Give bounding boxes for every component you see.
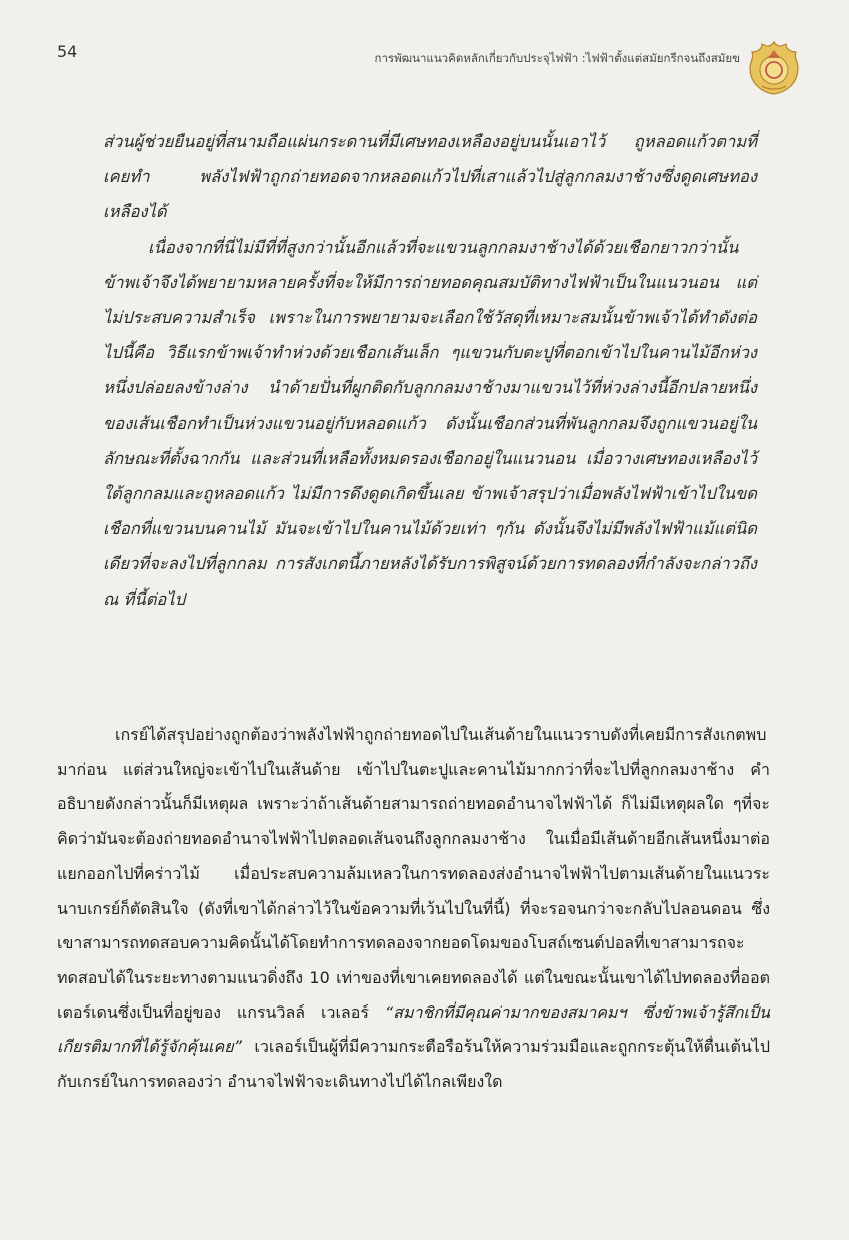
body-text: เวเลอร์เป็นผู้ที่มีความกระตือรือร้นให้ความร่วมมือและถูกกระตุ้นให้ตื่นเต้นไปกับเกรย์ในการทดลองว่า อำนาจไฟฟ้าจะเดินทางไปได้ไกลเพียงใด xyxy=(57,1037,770,1092)
body-text: เกรย์ได้สรุปอย่างถูกต้องว่าพลังไฟฟ้าถูกถ่ายทอดไปในเส้นด้ายในแนวราบดังที่เคยมีการสังเกตพบมาก่อน แต่ส่วนใหญ่จะเข้าไปในเส้นด้าย เข้าไปในตะปูและคานไม้มากกว่าที่จะไปที่ลูกกลมงาช้าง คำอธิบายดังกล่าวนั้นก็มีเหตุผล เพราะว่าถ้าเส้นด้ายสามารถถ่ายทอดอำนาจไฟฟ้าได้ ก็ไม่มีเหตุผลใด ๆที่จะคิดว่ามันจะต้องถ่ายทอดอำนาจไฟฟ้าไปตลอดเส้นจนถึงลูกกลมงาช้าง ในเมื่อมีเส้นด้ายอีกเส้นหนึ่งมาต่อแยกออกไปที่คร่าวไม้ เมื่อประสบความล้มเหลวในการทดลองส่งอำนาจไฟฟ้าไปตามเส้นด้ายในแนวระนาบเกรย์ก็ตัดสินใจ (ดังที่เขาได้กล่าวไว้ในข้อความที่เว้นไปในที่นี้) ที่จะรอจนกว่าจะกลับไปลอนดอน ซึ่งเขาสามารถทดสอบความคิดนั้นได้โดยทำการทดลองจากยอดโดมของโบสถ์เซนต์ปอลที่เขาสามารถจะทดสอบได้ในระยะทางตามแนวดิ่งถึง 10 เท่าของที่เขาเคยทดลองได้ แต่ในขณะนั้นเขาได้ไปทดลองที่ออตเตอร์เดนซึ่งเป็นที่อยู่ของ แกรนวิลล์ เวเลอร์ xyxy=(57,725,770,1022)
quote-paragraph: ส่วนผู้ช่วยยืนอยู่ที่สนามถือแผ่นกระดานที่มีเศษทองเหลืองอยู่บนนั้นเอาไว้ ถูหลอดแก้วตามที่เคยทำ พลังไฟฟ้าถูกถ่ายทอดจากหลอดแก้วไปที่เสาแล้วไปสู่ลูกกลมงาช้างซึ่งดูดเศษทองเหลืองได้ xyxy=(103,132,757,222)
page-number: 54 xyxy=(57,42,78,61)
inline-quotation: “สมาชิกที่มีคุณค่ามากของสมาคมฯ ซึ่งข้าพเจ้ารู้สึกเป็นเกียรติมากที่ได้รู้จักคุ้นเคย” xyxy=(57,1002,770,1057)
body-paragraph xyxy=(57,718,770,1100)
running-header: การพัฒนาแนวคิดหลักเกี่ยวกับประจุไฟฟ้า :ไฟฟ้าตั้งแต่สมัยกรีกจนถึงสมัยข xyxy=(374,51,740,65)
institution-seal-emblem-icon xyxy=(748,40,800,96)
quote-paragraph: เนื่องจากที่นี่ไม่มีที่ที่สูงกว่านั้นอีกแล้วที่จะแขวนลูกกลมงาช้างได้ด้วยเชือกยาวกว่านั้น ข้าพเจ้าจึงได้พยายามหลายครั้งที่จะให้มีการถ่ายทอดคุณสมบัติทางไฟฟ้าเป็นในแนวนอน แต่ไม่ประสบความสำเร็จ เพราะในการพยายามจะเลือกใช้วัสดุที่เหมาะสมนั้นข้าพเจ้าได้ทำดังต่อไปนี้คือ วิธีแรกข้าพเจ้าทำห่วงด้วยเชือกเส้นเล็ก ๆแขวนกับตะปูที่ตอกเข้าไปในคานไม้อีกห่วงหนึ่งปล่อยลงข้างล่าง นำด้ายปั่นที่ผูกติดกับลูกกลมงาช้างมาแขวนไว้ที่ห่วงล่างนี้อีกปลายหนึ่งของเส้นเชือกทำเป็นห่วงแขวนอยู่กับหลอดแก้ว ดังนั้นเชือกส่วนที่พันลูกกลมจึงถูกแขวนอยู่ในลักษณะที่ตั้งฉากกัน และส่วนที่เหลือทั้งหมดรองเชือกอยู่ในแนวนอน เมื่อวางเศษทองเหลืองไว้ใต้ลูกกลมและถูหลอดแก้ว ไม่มีการดึงดูดเกิดขึ้นเลย ข้าพเจ้าสรุปว่าเมื่อพลังไฟฟ้าเข้าไปในขดเชือกที่แขวนบนคานไม้ มันจะเข้าไปในคานไม้ด้วยเท่า ๆกัน ดังนั้นจึงไม่มีพลังไฟฟ้าแม้แต่นิดเดียวที่จะลงไปที่ลูกกลม การสังเกตนี้ภายหลังได้รับการพิสูจน์ด้วยการทดลองที่กำลังจะกล่าวถึง ณ ที่นี้ต่อไป xyxy=(103,237,757,609)
quoted-passage xyxy=(103,124,757,617)
